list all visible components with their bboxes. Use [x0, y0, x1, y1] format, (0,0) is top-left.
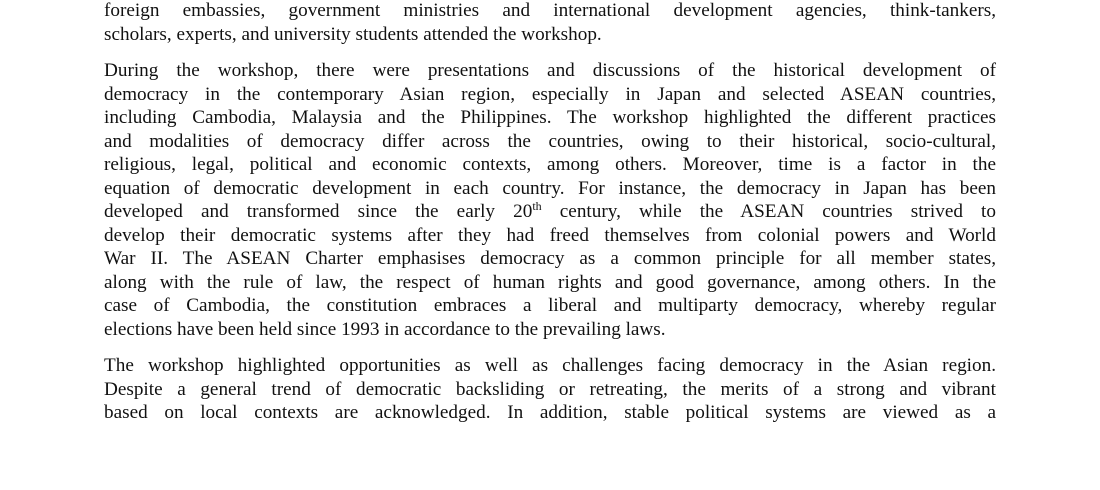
text-line: scholars, experts, and university students attended the workshop.	[104, 23, 602, 45]
text-line-with-superscript	[104, 200, 996, 224]
text-line: elections have been held since 1993 in accordance to the prevailing laws.	[104, 318, 666, 340]
text-line: During the workshop, there were presentations and discussions of the historical development of	[104, 60, 996, 81]
text-line: along with the rule of law, the respect of human rights and good governance, among others. In the	[104, 271, 996, 293]
paragraph-opportunities-challenges	[104, 354, 996, 425]
ordinal-superscript: th	[532, 199, 542, 213]
paragraph-workshop-discussion	[104, 59, 996, 341]
text-line: including Cambodia, Malaysia and the Philippines. The workshop highlighted the different practices	[104, 107, 996, 128]
text-line: foreign embassies, government ministries and international development agencies, think-tankers,	[104, 0, 996, 21]
text-line: War II. The ASEAN Charter emphasises democracy as a common principle for all member states,	[104, 248, 996, 269]
text-line: based on local contexts are acknowledged. In addition, stable political systems are viewed as a	[104, 402, 996, 423]
paragraph-attendees	[104, 0, 996, 46]
text-fragment: century, while the ASEAN countries strived to	[541, 201, 996, 222]
text-line: and modalities of democracy differ across the countries, owing to their historical, socio-cultural,	[104, 130, 996, 152]
text-line: democracy in the contemporary Asian region, especially in Japan and selected ASEAN countries,	[104, 83, 996, 105]
text-line: equation of democratic development in each country. For instance, the democracy in Japan has been	[104, 177, 996, 199]
text-line: Despite a general trend of democratic backsliding or retreating, the merits of a strong and vibrant	[104, 378, 996, 400]
text-fragment: developed and transformed since the early 20	[104, 201, 533, 222]
text-line: The workshop highlighted opportunities as well as challenges facing democracy in the Asian region.	[104, 355, 996, 376]
text-line: develop their democratic systems after they had freed themselves from colonial powers and World	[104, 224, 996, 246]
text-line: case of Cambodia, the constitution embraces a liberal and multiparty democracy, whereby regular	[104, 295, 996, 316]
document-page	[104, 0, 996, 438]
text-line: religious, legal, political and economic contexts, among others. Moreover, time is a factor in the	[104, 154, 996, 175]
